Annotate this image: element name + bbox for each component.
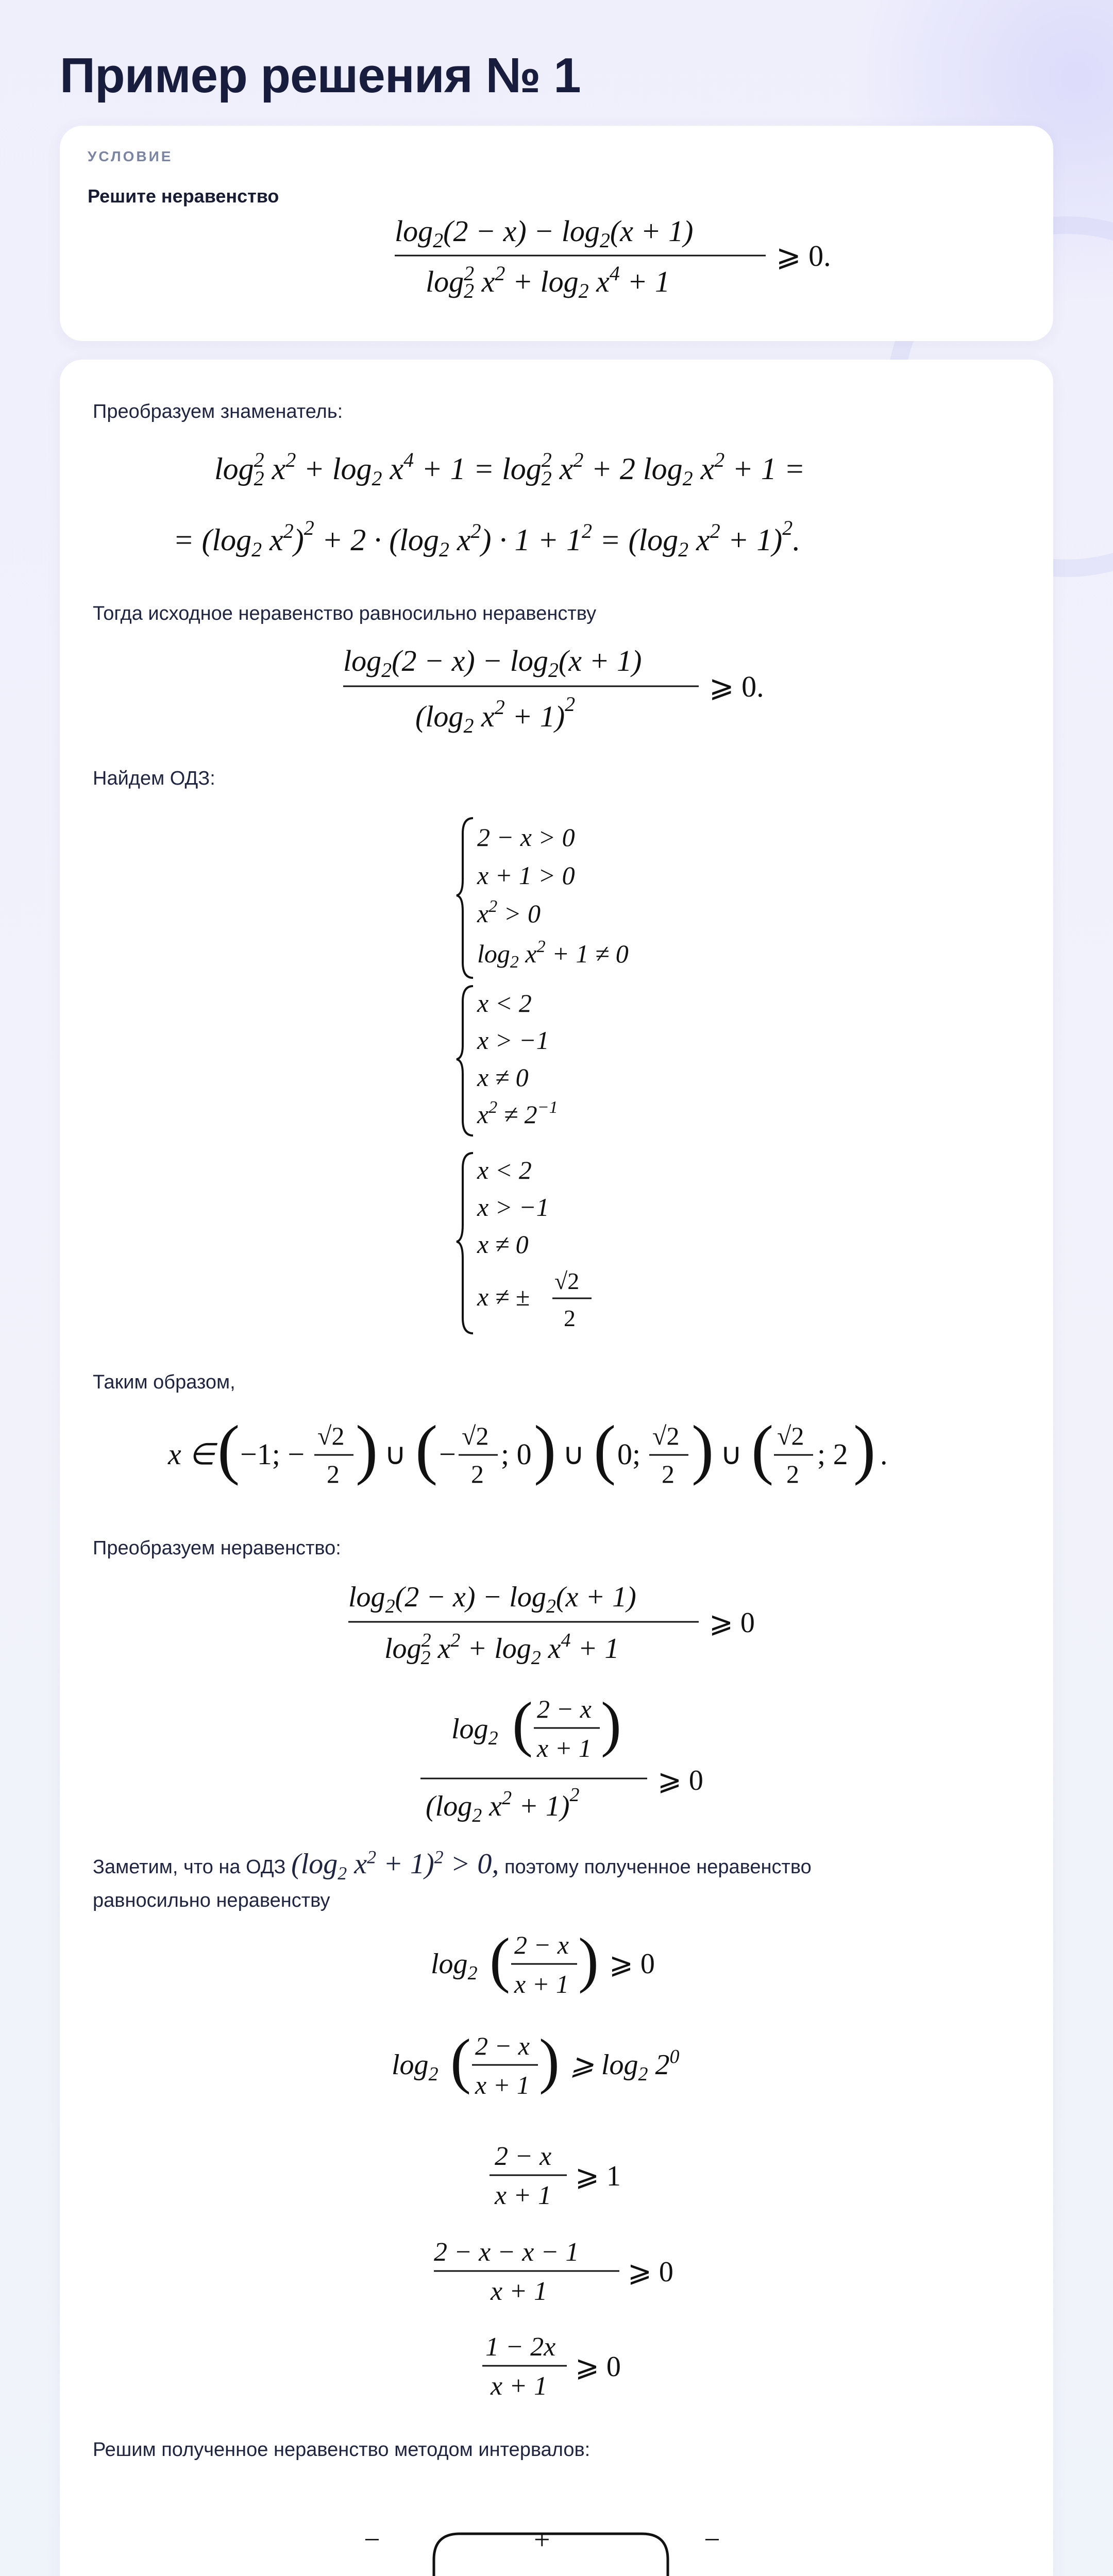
solution-card <box>60 360 1053 2576</box>
svg-text:2: 2 <box>662 1460 674 1488</box>
svg-text:(: ( <box>217 1412 240 1486</box>
svg-text:(: ( <box>490 1925 510 1994</box>
svg-text:⩾ 0: ⩾ 0 <box>575 2351 621 2383</box>
svg-text:2: 2 <box>786 1460 799 1488</box>
svg-text:2 − x: 2 − x <box>537 1694 592 1723</box>
svg-text:x + 1: x + 1 <box>491 2277 548 2306</box>
odz-system-2 <box>457 981 714 1146</box>
svg-text:−1; −: −1; − <box>240 1437 305 1471</box>
svg-text:2 − x: 2 − x <box>514 1930 569 1959</box>
svg-text:x ∈: x ∈ <box>168 1437 215 1471</box>
svg-text:x ≠ 0: x ≠ 0 <box>477 1230 529 1259</box>
sign-middle: + <box>534 2524 550 2556</box>
svg-text:(: ( <box>450 2026 471 2095</box>
formula-denominator-1 <box>214 446 936 493</box>
svg-text:x + 1: x + 1 <box>491 2371 548 2401</box>
svg-text:⩾ 0.: ⩾ 0. <box>709 670 764 703</box>
svg-text:(: ( <box>751 1412 774 1486</box>
odz-system-3 <box>457 1148 714 1344</box>
formula-transform-2 <box>420 1687 781 1826</box>
svg-text:x < 2: x < 2 <box>477 1156 532 1184</box>
svg-text:): ) <box>356 1412 378 1486</box>
svg-text:log2: $\log_2$ <box>451 1713 498 1749</box>
svg-text:): ) <box>601 1689 621 1758</box>
svg-text:⩾ log2 20: ⩾ $\log_2 2^0$ <box>570 2046 680 2085</box>
svg-text:x > −1: x > −1 <box>477 1193 549 1222</box>
condition-card <box>60 126 1053 341</box>
page-title: Пример решения № 1 <box>60 48 581 103</box>
svg-text:2: 2 <box>327 1460 340 1488</box>
svg-text:∪: ∪ <box>720 1437 743 1471</box>
svg-text:x + 1: x + 1 <box>495 2181 552 2210</box>
svg-text:⩾ 0: ⩾ 0 <box>657 1765 703 1797</box>
svg-text:): ) <box>539 2026 560 2095</box>
svg-text:2 − x > 0: 2 − x > 0 <box>477 823 575 852</box>
condition-formula <box>333 208 831 327</box>
formula-fraction-combined <box>434 2233 722 2305</box>
formula-log-ge-0 <box>431 1926 740 2003</box>
svg-text:log2(2 − x) − log2(x + 1): $\log_2(2 - x) - \log_2(x + 1)$ <box>348 1581 636 1617</box>
formula-equivalent <box>343 638 807 746</box>
formula-fraction-simplified <box>482 2328 699 2400</box>
svg-text:∪: ∪ <box>384 1437 407 1471</box>
sign-right: − <box>704 2524 720 2556</box>
svg-text:2 − x: 2 − x <box>475 2031 530 2060</box>
svg-text:x + 1: x + 1 <box>514 1970 569 1998</box>
svg-text:√2: √2 <box>554 1268 580 1294</box>
svg-text:⩾ 1: ⩾ 1 <box>575 2160 621 2192</box>
svg-text:(: ( <box>594 1412 616 1486</box>
number-line <box>292 2472 858 2576</box>
svg-text:x < 2: x < 2 <box>477 989 532 1018</box>
odz-system-1 <box>457 813 714 983</box>
svg-text:= (log2 x2)2 + 2 · (log2 x2) ·: = ($\log_2$ $x^2)^2 + 2 \cdot (\log_2$ $x^2) \cdot 1 + 1^2 = (\log_2$ $x^2 + 1)^2$. <box>173 516 801 561</box>
task-text: Решите неравенство <box>88 185 279 207</box>
svg-text:∪: ∪ <box>563 1437 585 1471</box>
svg-text:): ) <box>853 1412 876 1486</box>
svg-text:2 − x − x − 1: 2 − x − x − 1 <box>434 2238 579 2267</box>
svg-text:): ) <box>692 1412 714 1486</box>
formula-fraction-ge-1 <box>490 2137 696 2209</box>
svg-text:⩾ 0: ⩾ 0 <box>609 1948 655 1980</box>
svg-text:⩾ 0: ⩾ 0 <box>709 1607 755 1639</box>
svg-text:2 − x: 2 − x <box>495 2142 552 2171</box>
svg-text:x2 > 0: $x^2 > 0$ <box>477 897 541 928</box>
svg-text:x + 1: x + 1 <box>475 2071 530 2099</box>
step-text: Преобразуем неравенство: <box>93 1537 341 1559</box>
svg-text:log22 x2 + log2 x4 + 1: $\log^2 2$ $x^2 + \log_2 x^4 + 1$ <box>384 1630 619 1669</box>
svg-text:⩾ 0.: ⩾ 0. <box>776 239 831 273</box>
svg-text:0;: 0; <box>617 1437 641 1471</box>
inline-formula: ($\log_2$ $x^2 + 1)^2 > 0$, <box>291 1846 499 1884</box>
svg-text:(: ( <box>512 1689 533 1758</box>
svg-text:log2(2 − x) − log2(x + 1): $\log_2(2 - x) - \log_2(x + 1)$ <box>343 644 642 682</box>
svg-text:(log2 x2 + 1)2: ($\log_2$ $x^2 + 1)^2$ <box>426 1784 580 1826</box>
svg-text:x ≠ ±: x ≠ ± <box>477 1282 530 1311</box>
svg-text:−: − <box>439 1437 456 1471</box>
step-text: Решим полученное неравенство методом интервалов: <box>93 2439 591 2461</box>
svg-text:x + 1: x + 1 <box>537 1734 592 1762</box>
svg-text:2: 2 <box>564 1305 576 1331</box>
formula-denominator-2 <box>173 514 998 571</box>
svg-text:log22 x2 + log2 x4 + 1: $\log^2 2$ $x^2 + \log_2 x^4 + 1$ <box>426 262 670 302</box>
condition-label: УСЛОВИЕ <box>88 148 173 164</box>
svg-text:log22 x2 + log2 x4 + 1 = log22: $\log^2 2$ $x^2 + \log_2 x^4 + 1 = \log^2 2$ $x^2 + 2$ $\log_2 x^2 + 1$ = <box>214 448 805 490</box>
svg-text:2: 2 <box>471 1460 484 1488</box>
formula-log-ge-log <box>392 2027 752 2104</box>
svg-text:x + 1 > 0: x + 1 > 0 <box>477 861 575 890</box>
step-text: Преобразуем знаменатель: <box>93 401 343 422</box>
svg-text:; 2: ; 2 <box>817 1437 848 1471</box>
svg-text:log2 x2 + 1 ≠ 0: $\log_2 x^2 + 1 \ne 0$ <box>477 937 629 972</box>
svg-text:log2: $\log_2$ <box>392 2049 439 2085</box>
svg-text:x2 ≠ 2−1: $x^2 \ne 2^{-1}$ <box>477 1098 558 1129</box>
sign-left: − <box>364 2524 380 2556</box>
svg-text:(log2 x2 + 1)2: ($\log_2$ $x^2 + 1)^2$ <box>415 692 576 737</box>
svg-text:log2: $\log_2$ <box>431 1948 478 1984</box>
step-text: Найдем ОДЗ: <box>93 768 215 789</box>
svg-text:√2: √2 <box>652 1421 680 1450</box>
svg-text:.: . <box>880 1437 888 1471</box>
svg-text:; 0: ; 0 <box>501 1437 532 1471</box>
formula-odz-result <box>168 1411 1018 1509</box>
svg-text:⩾ 0: ⩾ 0 <box>628 2256 673 2288</box>
svg-text:√2: √2 <box>462 1421 489 1450</box>
step-text: Тогда исходное неравенство равносильно неравенству <box>93 603 597 624</box>
svg-text:log2(2 − x) − log2(x + 1): $\log_2(2 - x) - \log_2(x + 1)$ <box>395 214 694 252</box>
step-text: Заметим, что на ОДЗ ($\log_2$ $x^2 + 1)^2 > 0$, поэтому полученное неравенство равносильно неравенству <box>93 1846 812 1912</box>
svg-text:): ) <box>534 1412 556 1486</box>
svg-text:1 − 2x: 1 − 2x <box>485 2332 556 2362</box>
svg-text:(: ( <box>415 1412 438 1486</box>
svg-text:√2: √2 <box>777 1421 804 1450</box>
svg-text:√2: √2 <box>317 1421 345 1450</box>
svg-text:): ) <box>578 1925 599 1994</box>
formula-transform-1 <box>348 1575 812 1679</box>
step-text: Таким образом, <box>93 1371 235 1393</box>
svg-text:x ≠ 0: x ≠ 0 <box>477 1063 529 1092</box>
svg-text:x > −1: x > −1 <box>477 1026 549 1055</box>
